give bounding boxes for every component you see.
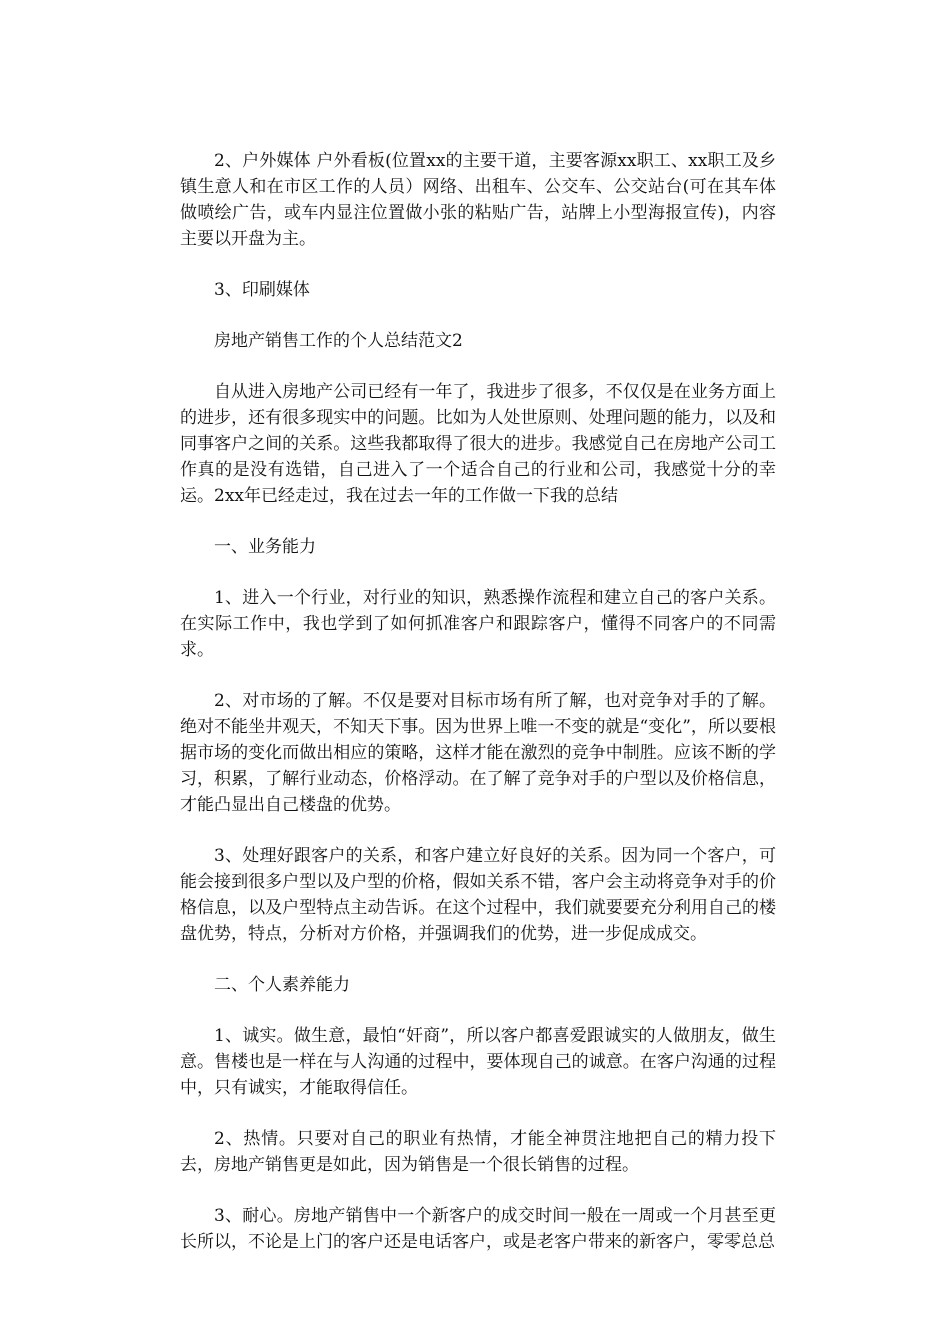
paragraph-customer-relations: 3、处理好跟客户的关系，和客户建立好良好的关系。因为同一个客户，可能会接到很多户型以及户型的价格，假如关系不错，客户会主动将竞争对手的价格信息，以及户型特点主动告诉。在这个过程中，我们就要要充分利用自己的楼盘优势，特点，分析对方价格，并强调我们的优势，进一步促成成交。 — [180, 846, 776, 944]
paragraph-patience: 3、耐心。房地产销售中一个新客户的成交时间一般在一周或一个月甚至更长所以，不论是上门的客户还是电话客户，或是老客户带来的新客户，零零总总 — [180, 1206, 776, 1252]
document-body — [180, 148, 776, 1280]
paragraph-market-understanding: 2、对市场的了解。不仅是要对目标市场有所了解，也对竞争对手的了解。绝对不能坐井观天，不知天下事。因为世界上唯一不变的就是“变化”，所以要根据市场的变化而做出相应的策略，这样才能在激烈的竞争中制胜。应该不断的学习，积累，了解行业动态，价格浮动。在了解了竞争对手的户型以及价格信息，才能凸显出自己楼盘的优势。 — [180, 691, 776, 815]
paragraph-honesty: 1、诚实。做生意，最怕“奸商”，所以客户都喜爱跟诚实的人做朋友，做生意。售楼也是一样在与人沟通的过程中，要体现自己的诚意。在客户沟通的过程中，只有诚实，才能取得信任。 — [180, 1026, 776, 1098]
paragraph-enthusiasm: 2、热情。只要对自己的职业有热情，才能全神贯注地把自己的精力投下去，房地产销售更是如此，因为销售是一个很长销售的过程。 — [180, 1129, 776, 1175]
paragraph-outdoor-media: 2、户外媒体 户外看板(位置xx的主要干道，主要客源xx职工、xx职工及乡镇生意人和在市区工作的人员）网络、出租车、公交车、公交站台(可在其车体做喷绘广告，或车内显注位置做小张的粘贴广告，站牌上小型海报宣传)，内容主要以开盘为主。 — [180, 151, 776, 249]
heading-business-ability: 一、业务能力 — [214, 537, 316, 557]
paragraph-print-media: 3、印刷媒体 — [214, 280, 310, 300]
heading-personal-quality: 二、个人素养能力 — [214, 975, 350, 995]
paragraph-industry-knowledge: 1、进入一个行业，对行业的知识，熟悉操作流程和建立自己的客户关系。在实际工作中，我也学到了如何抓准客户和跟踪客户，懂得不同客户的不同需求。 — [180, 588, 776, 660]
section-title-summary-2: 房地产销售工作的个人总结范文2 — [214, 331, 463, 351]
paragraph-introduction: 自从进入房地产公司已经有一年了，我进步了很多，不仅仅是在业务方面上的进步，还有很多现实中的问题。比如为人处世原则、处理问题的能力，以及和同事客户之间的关系。这些我都取得了很大的进步。我感觉自己在房地产公司工作真的是没有选错，自己进入了一个适合自己的行业和公司，我感觉十分的幸运。2xx年已经走过，我在过去一年的工作做一下我的总结 — [180, 382, 776, 506]
